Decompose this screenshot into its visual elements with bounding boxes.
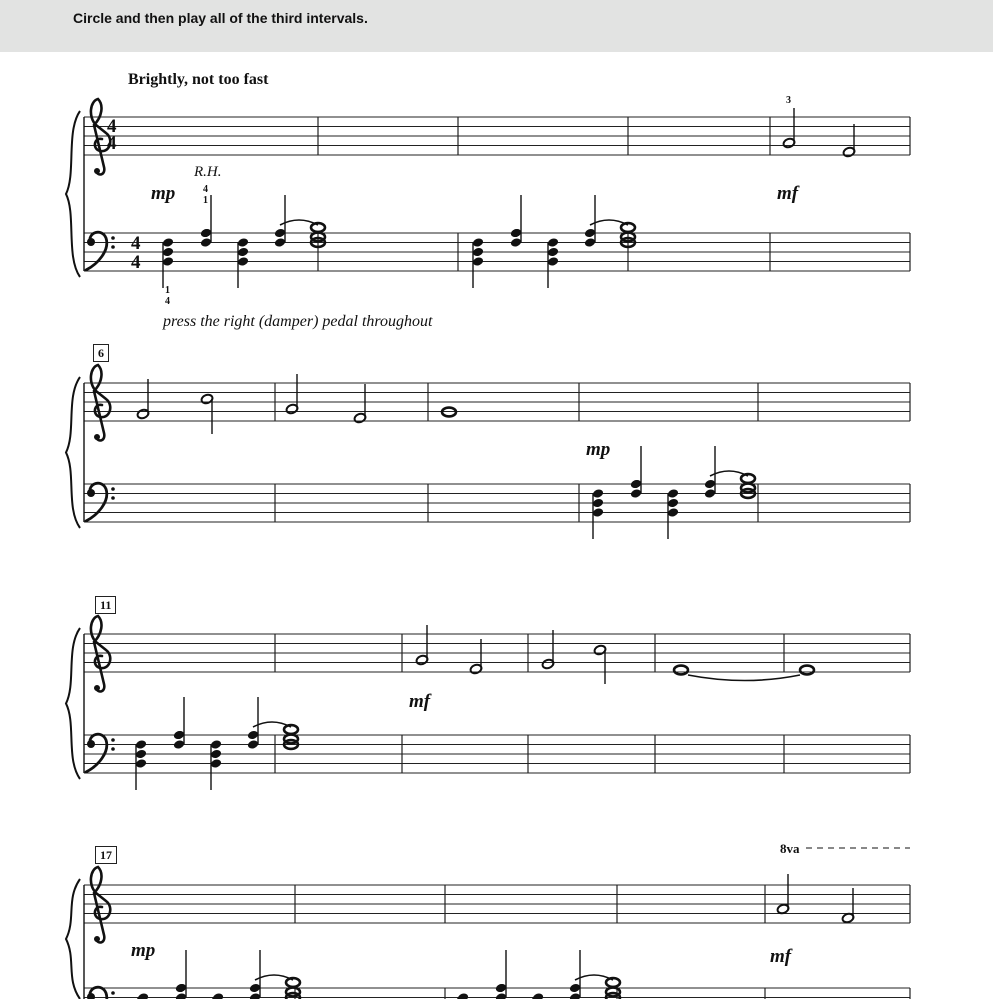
dynamic-mf-system4: mf bbox=[770, 946, 792, 967]
dynamic-mf-system3: mf bbox=[409, 691, 431, 712]
fingering-lh-top: 1 bbox=[165, 285, 170, 296]
time-sig-bass-top: 4 bbox=[131, 233, 141, 254]
system-4-brace bbox=[66, 879, 80, 999]
system-2-treble-clef bbox=[91, 365, 110, 440]
dynamic-mp-system1: mp bbox=[151, 183, 176, 204]
fingering-note-3: 3 bbox=[786, 95, 791, 106]
measure-number-6: 6 bbox=[93, 344, 109, 362]
system-2-brace bbox=[66, 377, 80, 528]
right-hand-label: R.H. bbox=[194, 164, 222, 180]
measure-number-17: 17 bbox=[95, 846, 117, 864]
notation-marks bbox=[86, 99, 856, 999]
system-4-treble-clef bbox=[91, 867, 110, 942]
whole-note bbox=[800, 666, 814, 675]
dynamic-mp-system4: mp bbox=[131, 940, 156, 961]
time-sig-bass-bottom: 4 bbox=[131, 252, 141, 273]
system-3-treble-clef bbox=[91, 616, 110, 691]
system-3-brace bbox=[66, 628, 80, 779]
time-sig-treble-bottom: 4 bbox=[107, 133, 117, 154]
octave-marking: 8va bbox=[780, 841, 800, 856]
tie bbox=[688, 675, 800, 681]
staff-lines bbox=[66, 111, 910, 999]
instruction-text: Circle and then play all of the third intervals. bbox=[73, 10, 368, 26]
time-sig-treble-top: 4 bbox=[107, 116, 117, 137]
dynamic-mp-system2: mp bbox=[586, 439, 611, 460]
fingering-lh-bottom: 4 bbox=[165, 296, 170, 307]
pedal-instruction: press the right (damper) pedal throughout bbox=[163, 313, 433, 330]
system-3-bass-clef bbox=[86, 734, 115, 772]
system-1-bass-clef bbox=[86, 232, 115, 270]
fingering-rh-top: 4 bbox=[203, 184, 208, 195]
system-1-brace bbox=[66, 111, 80, 277]
system-2-bass-clef bbox=[86, 483, 115, 521]
dynamic-mf-system1: mf bbox=[777, 183, 799, 204]
fingering-rh-bottom: 1 bbox=[203, 195, 208, 206]
tempo-marking: Brightly, not too fast bbox=[128, 71, 269, 88]
whole-note bbox=[674, 666, 688, 675]
measure-number-11: 11 bbox=[95, 596, 116, 614]
